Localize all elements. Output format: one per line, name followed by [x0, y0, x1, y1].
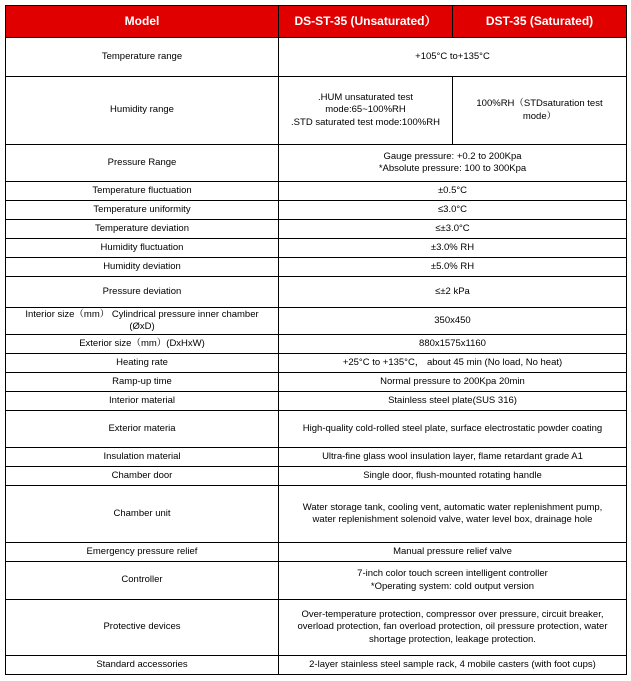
table-row [6, 77, 627, 145]
row-label: Protective devices [6, 600, 279, 656]
table-row [6, 239, 627, 258]
row-value: ≤±3.0°C [279, 220, 627, 239]
row-value: ±0.5°C [279, 182, 627, 201]
row-value: High-quality cold-rolled steel plate, surface electrostatic powder coating [279, 411, 627, 448]
table-row [6, 486, 627, 543]
row-value: 7-inch color touch screen intelligent controller *Operating system: cold output version [279, 562, 627, 600]
row-value: 350x450 [279, 308, 627, 335]
table-row [6, 38, 627, 77]
row-label: Chamber unit [6, 486, 279, 543]
row-label: Pressure deviation [6, 277, 279, 308]
row-label: Interior size（mm） Cylindrical pressure inner chamber (ØxD) [6, 308, 279, 335]
row-value-unsaturated: .HUM unsaturated test mode:65~100%RH .STD saturated test mode:100%RH [279, 77, 453, 145]
row-value-saturated: 100%RH（STDsaturation test mode） [453, 77, 627, 145]
row-value: ±3.0% RH [279, 239, 627, 258]
row-label: Temperature fluctuation [6, 182, 279, 201]
header-saturated: DST-35 (Saturated) [453, 6, 627, 38]
row-label: Exterior size（mm）(DxHxW) [6, 335, 279, 354]
table-row [6, 467, 627, 486]
table-header-row [6, 6, 627, 38]
table-row [6, 600, 627, 656]
row-value: 880x1575x1160 [279, 335, 627, 354]
table-row [6, 392, 627, 411]
table-row [6, 308, 627, 335]
table-row [6, 201, 627, 220]
row-label: Ramp-up time [6, 373, 279, 392]
table-row [6, 258, 627, 277]
row-label: Standard accessories [6, 656, 279, 675]
row-value: +25°C to +135°C， about 45 min (No load, No heat) [279, 354, 627, 373]
row-value: Normal pressure to 200Kpa 20min [279, 373, 627, 392]
row-value: ≤±2 kPa [279, 277, 627, 308]
row-value: Ultra-fine glass wool insulation layer, flame retardant grade A1 [279, 448, 627, 467]
row-value: 2-layer stainless steel sample rack, 4 mobile casters (with foot cups) [279, 656, 627, 675]
row-label: Chamber door [6, 467, 279, 486]
row-value: Gauge pressure: +0.2 to 200Kpa *Absolute pressure: 100 to 300Kpa [279, 145, 627, 182]
row-label: Interior material [6, 392, 279, 411]
table-row [6, 373, 627, 392]
row-value: ≤3.0°C [279, 201, 627, 220]
row-label: Exterior materia [6, 411, 279, 448]
row-label: Humidity deviation [6, 258, 279, 277]
header-unsaturated: DS-ST-35 (Unsaturated） [279, 6, 453, 38]
row-value: Stainless steel plate(SUS 316) [279, 392, 627, 411]
row-label: Emergency pressure relief [6, 543, 279, 562]
row-label: Temperature uniformity [6, 201, 279, 220]
row-value: Water storage tank, cooling vent, automatic water replenishment pump, water replenishment solenoid valve, water level box, drainage hole [279, 486, 627, 543]
table-row [6, 543, 627, 562]
table-row [6, 656, 627, 675]
row-label: Humidity range [6, 77, 279, 145]
row-value: Single door, flush-mounted rotating handle [279, 467, 627, 486]
row-value: Manual pressure relief valve [279, 543, 627, 562]
table-row [6, 448, 627, 467]
table-row [6, 145, 627, 182]
row-value: ±5.0% RH [279, 258, 627, 277]
header-model: Model [6, 6, 279, 38]
row-label: Controller [6, 562, 279, 600]
row-label: Temperature range [6, 38, 279, 77]
table-row [6, 354, 627, 373]
row-label: Temperature deviation [6, 220, 279, 239]
spec-table [5, 5, 627, 675]
table-row [6, 220, 627, 239]
table-row [6, 411, 627, 448]
row-label: Humidity fluctuation [6, 239, 279, 258]
row-label: Heating rate [6, 354, 279, 373]
row-label: Pressure Range [6, 145, 279, 182]
row-label: Insulation material [6, 448, 279, 467]
row-value: Over-temperature protection, compressor over pressure, circuit breaker, overload protection, fan overload protection, oil pressure protection, water shortage protection, leakage protection. [279, 600, 627, 656]
table-row [6, 277, 627, 308]
row-value: +105°C to+135°C [279, 38, 627, 77]
table-row [6, 182, 627, 201]
table-row [6, 335, 627, 354]
table-row [6, 562, 627, 600]
